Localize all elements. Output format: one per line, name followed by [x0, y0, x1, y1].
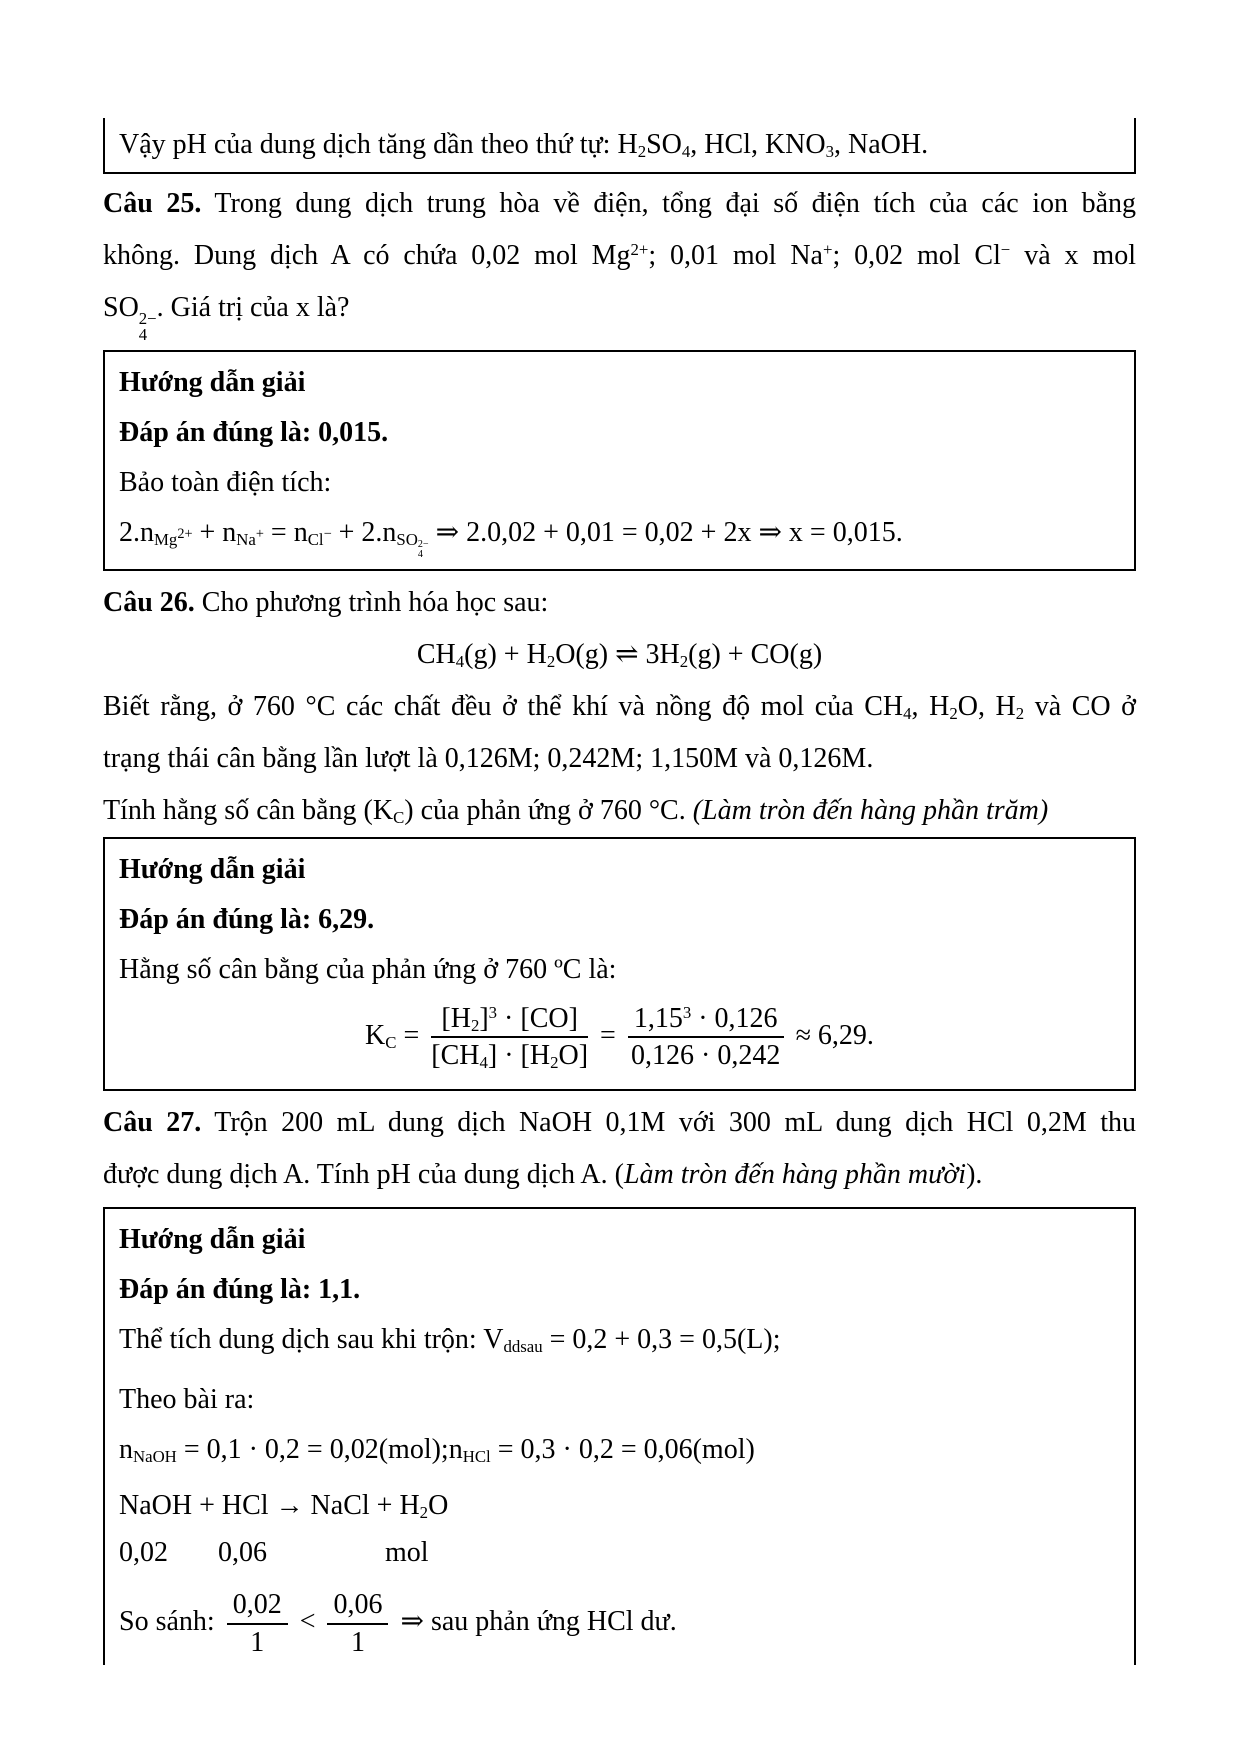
question-26-line-3: trạng thái cân bằng lần lượt là 0,126M; 0,242M; 1,150M và 0,126M.: [103, 742, 874, 774]
solution-box-27: [103, 1207, 1136, 1665]
question-25-line-2: không. Dung dịch A có chứa 0,02 mol $Mg^{2+}$; 0,01 mol Na+; 0,02 mol Cl− và x mol: [103, 239, 1136, 271]
solution-box-26: [103, 837, 1136, 1092]
solution-26-answer: Đáp án đúng là: 6,29.: [119, 903, 375, 935]
solution-27-volume-line: Thể tích dung dịch sau khi trộn: $V_{ddsau} = 0,2 + 0,3 = 0,5(L)$;: [119, 1324, 781, 1357]
solution-25-equation: $2.n_{Mg^{2+}} + n_{Na^+} = n_{Cl^-} + 2.n_{SO 2- 4}$ ⇒ 2.0,02 + 0,01 = 0,02 + 2x ⇒ x = 0,015.: [119, 517, 903, 561]
solution-27-moles-line: $n_{NaOH} = 0,1 \cdot 0,2$ = $0,02(mol);n_{HCl} = 0,3 \cdot 0,2 = 0,06(mol)$: [119, 1434, 755, 1467]
solution-27-answer: Đáp án đúng là: 1,1.: [119, 1274, 361, 1306]
question-27-line-2: được dung dịch A. Tính pH của dung dịch A. (Làm tròn đến hàng phần mười).: [103, 1159, 983, 1191]
solution-26-kc-formula: $K_C$ = $\frac{[H_2]^3 \cdot [CO]}{[CH_4] \cdot [H_2O]}$ = $\frac{1,15^3 \cdot 0,126}{0,126 \cdot 0,242}$ ≈ 6,29.: [365, 1002, 874, 1073]
solution-25-lead: Bảo toàn điện tích:: [119, 467, 332, 499]
prev-solution-tail-line: Vậy pH của dung dịch tăng dần theo thứ tự: $H_2SO_4$, HCl, $KNO_3$, NaOH.: [119, 129, 929, 162]
solution-25-title: Hướng dẫn giải: [119, 367, 306, 399]
question-25: [103, 178, 1136, 344]
question-25-line-1: Câu 25. Trong dung dịch trung hòa về điện, tổng đại số điện tích của các ion bằng: [103, 188, 1137, 219]
question-26-line-1: Câu 26. Cho phương trình hóa học sau:: [103, 586, 549, 618]
solution-25-answer: Đáp án đúng là: 0,015.: [119, 417, 389, 449]
solution-26-lead: Hằng số cân bằng của phản ứng ở 760 ºC là:: [119, 953, 617, 985]
question-26-line-4: Tính hằng số cân bằng $(K_C)$ của phản ứng ở 760 °C. (Làm tròn đến hàng phần trăm): [103, 794, 1049, 827]
solution-27-title: Hướng dẫn giải: [119, 1224, 306, 1256]
solution-27-comparison-line: So sánh: $\frac{0,02}{1}$ < $\frac{0,06}{1}$ ⇒ sau phản ứng HCl dư.: [119, 1589, 677, 1658]
question-26-reaction-equation: $CH_4(g) + H_2O(g)$ ⇌ $3H_2(g) + CO(g)$: [416, 638, 823, 671]
solution-26-title: Hướng dẫn giải: [119, 853, 306, 885]
solution-box-25: [103, 350, 1136, 570]
solution-27-reaction-line: NaOH + HCl → NaCl + $H_2O$: [119, 1490, 449, 1523]
solution-box-continued: [103, 118, 1136, 174]
question-26-line-2: Biết rằng, ở 760 °C các chất đều ở thể khí và nồng độ mol của $CH_4$, $H_2O$, $H_2$ và CO ở: [103, 690, 1136, 723]
question-26: [103, 577, 1136, 837]
question-25-line-3: SO 2− 4 . Giá trị của x là?: [103, 292, 350, 345]
question-27: [103, 1097, 1136, 1201]
solution-27-mol-values-line: 0,02 0,06 mol: [119, 1537, 429, 1569]
solution-27-given-line: Theo bài ra:: [119, 1384, 255, 1416]
question-27-line-1: Câu 27. Trộn 200 mL dung dịch NaOH 0,1M với 300 mL dung dịch HCl 0,2M thu: [103, 1107, 1136, 1139]
